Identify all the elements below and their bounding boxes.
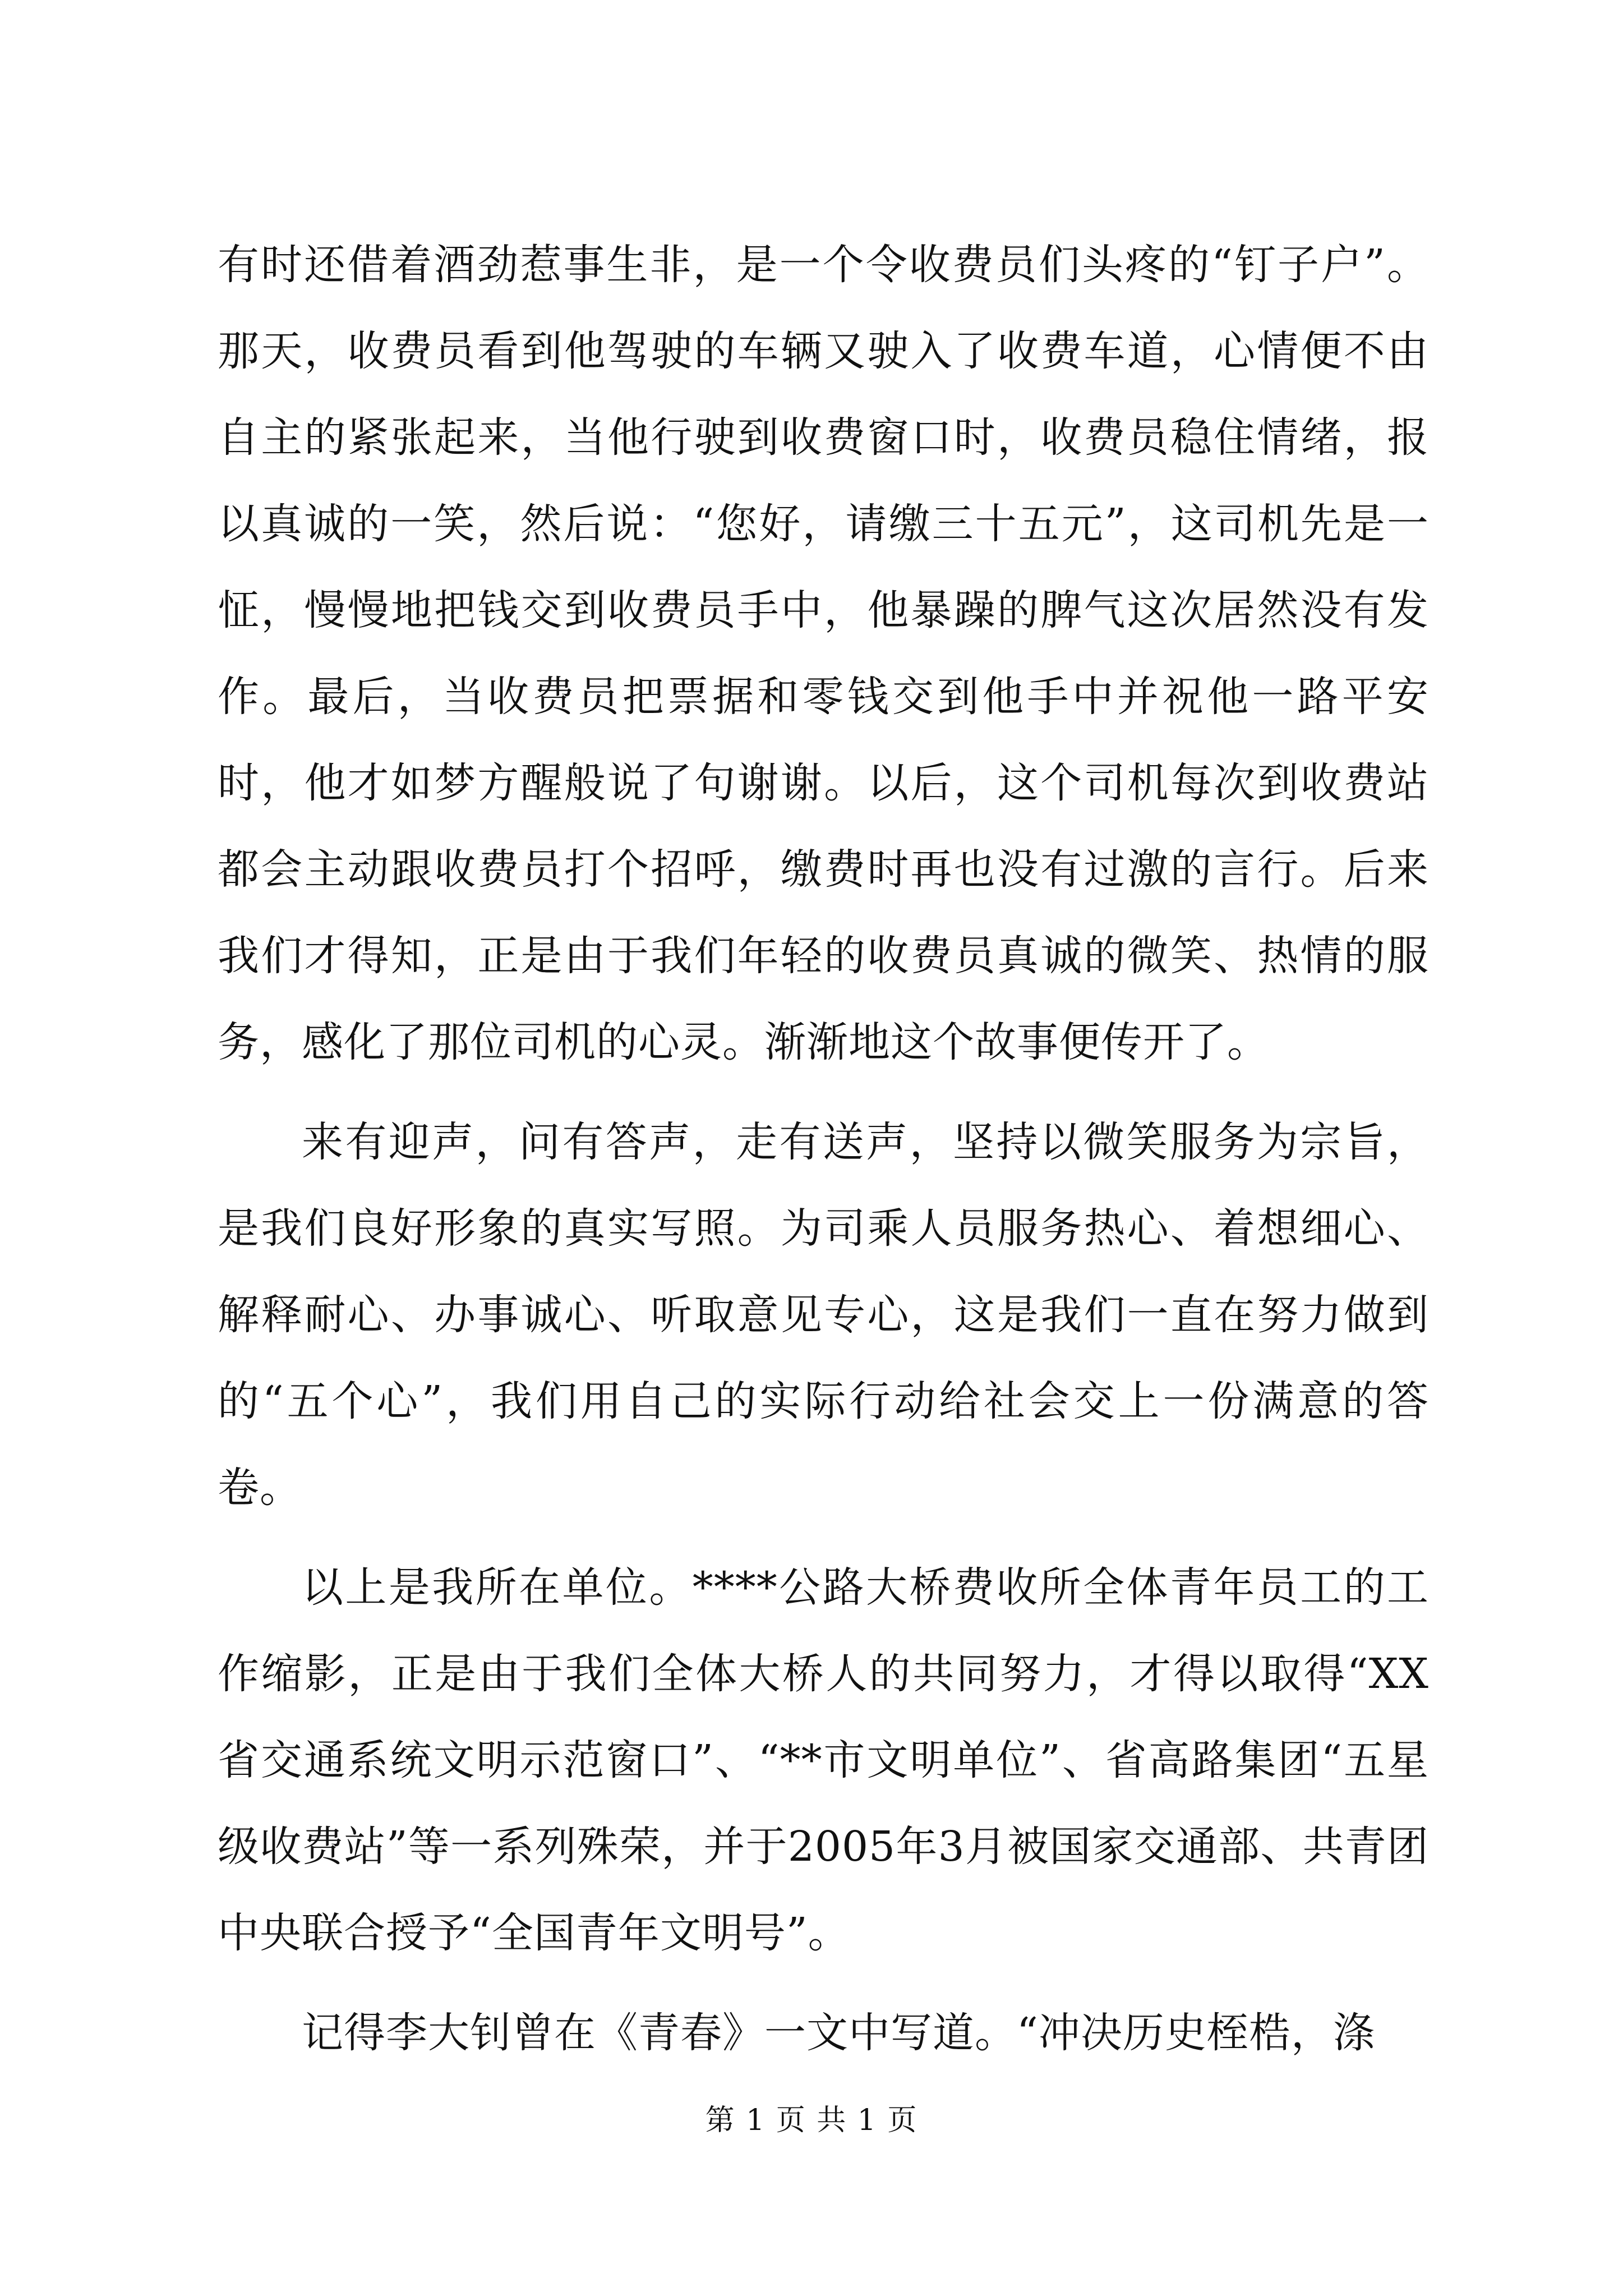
document-body — [218, 222, 1429, 2076]
paragraph-2: 来有迎声，问有答声，走有送声，坚持以微笑服务为宗旨，是我们良好形象的真实写照。为司乘人员服务热心、着想细心、解释耐心、办事诚心、听取意见专心，这是我们一直在努力做到的“五个心”，我们用自己的实际行动给社会交上一份满意的答卷。 — [218, 1118, 1429, 1512]
page-footer: 第 1 页 共 1 页 — [705, 2104, 918, 2137]
paragraph-3: 以上是我所在单位。****公路大桥费收所全体青年员工的工作缩影，正是由于我们全体大桥人的共同努力，才得以取得“XX省交通系统文明示范窗口”、“**市文明单位”、省高路集团“五星级收费站”等一系列殊荣，并于2005年3月被国家交通部、共青团中央联合授予“全国青年文明号”。 — [218, 1563, 1429, 1957]
paragraph-1: 有时还借着酒劲惹事生非，是一个令收费员们头疼的“钉子户”。那天，收费员看到他驾驶的车辆又驶入了收费车道，心情便不由自主的紧张起来，当他行驶到收费窗口时，收费员稳住情绪，报以真诚的一笑，然后说：“您好，请缴三十五元”，这司机先是一怔，慢慢地把钱交到收费员手中，他暴躁的脾气这次居然没有发作。最后，当收费员把票据和零钱交到他手中并祝他一路平安时，他才如梦方醒般说了句谢谢。以后，这个司机每次到收费站都会主动跟收费员打个招呼，缴费时再也没有过激的言行。后来我们才得知，正是由于我们年轻的收费员真诚的微笑、热情的服务，感化了那位司机的心灵。渐渐地这个故事便传开了。 — [218, 241, 1429, 1066]
paragraph-4: 记得李大钊曾在《青春》一文中写道。“冲决历史桎梏，涤 — [302, 2009, 1375, 2057]
